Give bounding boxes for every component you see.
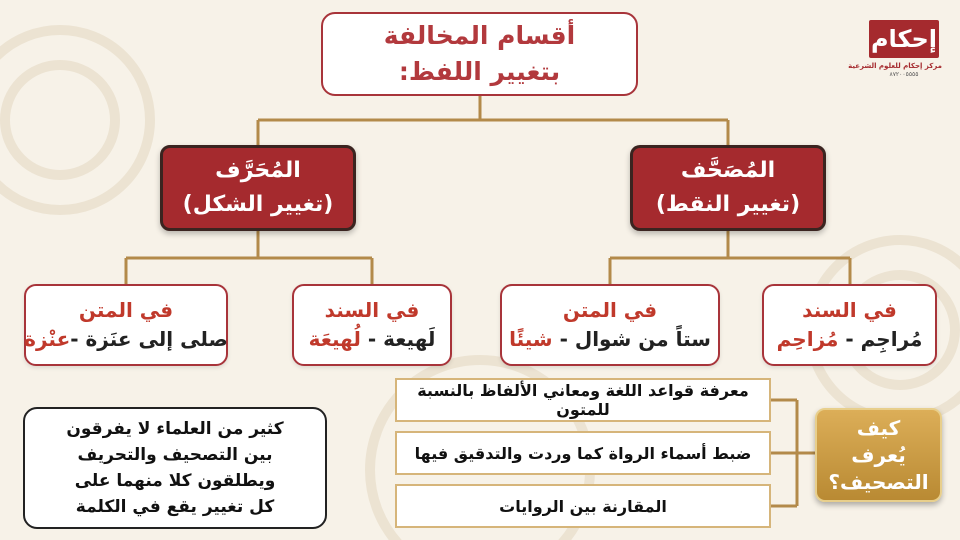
title-line-1: أقسام المخالفة — [383, 21, 576, 50]
moharraf-box — [160, 145, 356, 231]
leaf-moharraf-sanad — [292, 284, 452, 366]
leaf-example-plain: لَهيعة - — [367, 327, 436, 351]
leaf-example-plain: مُراجِم - — [845, 327, 923, 351]
leaf-mosahhaf-matn — [500, 284, 720, 366]
note-line: ويطلقون كلا منهما على — [74, 471, 276, 491]
logo-number: ٨٧٢٠٠٥٥٥٥ — [889, 71, 919, 78]
leaf-heading: في المتن — [78, 298, 174, 322]
leaf-example-red: عنْزة — [24, 327, 71, 351]
leaf-moharraf-matn — [24, 284, 228, 366]
note-line: كل تغيير يقع في الكلمة — [75, 497, 275, 517]
brand-logo — [848, 20, 942, 79]
leaf-example — [24, 324, 228, 354]
mosahhaf-name: المُصَحَّف — [680, 158, 776, 183]
logo-subtitle: مركز إحكام للعلوم الشرعية — [848, 62, 942, 70]
method-item: معرفة قواعد اللغة ومعاني الألفاظ بالنسبة للمتون — [395, 378, 771, 422]
question-box — [815, 408, 942, 502]
title-line-2: بتغيير اللفظ: — [398, 57, 561, 86]
leaf-example-red: مُزاحِم — [776, 327, 839, 351]
logo-mark: إحكام — [869, 20, 939, 58]
leaf-example — [509, 324, 711, 354]
mosahhaf-desc: (تغيير النقط) — [655, 192, 801, 217]
note-box — [23, 407, 327, 529]
question-line: كيف — [856, 415, 901, 440]
diagram-title — [321, 12, 638, 96]
moharraf-name: المُحَرَّف — [215, 158, 301, 183]
leaf-example-plain: صلى إلى عنَزة - — [70, 327, 228, 351]
moharraf-desc: (تغيير الشكل) — [182, 192, 334, 217]
question-line: التصحيف؟ — [828, 469, 929, 494]
method-item: ضبط أسماء الرواة كما وردت والتدقيق فيها — [395, 431, 771, 475]
leaf-mosahhaf-sanad — [762, 284, 937, 366]
leaf-example — [309, 324, 436, 354]
question-line: يُعرف — [851, 442, 906, 467]
leaf-example-plain: ستاً من شوال - — [559, 327, 711, 351]
leaf-example-red: لُهيعَة — [308, 327, 361, 351]
note-line: كثير من العلماء لا يفرقون — [66, 419, 284, 439]
leaf-example-red: شيئًا — [509, 327, 553, 351]
leaf-heading: في السند — [324, 298, 420, 322]
leaf-heading: في المتن — [562, 298, 658, 322]
leaf-heading: في السند — [802, 298, 897, 322]
method-item: المقارنة بين الروايات — [395, 484, 771, 528]
note-line: بين التصحيف والتحريف — [77, 445, 273, 465]
leaf-example — [777, 324, 923, 354]
mosahhaf-box — [630, 145, 826, 231]
